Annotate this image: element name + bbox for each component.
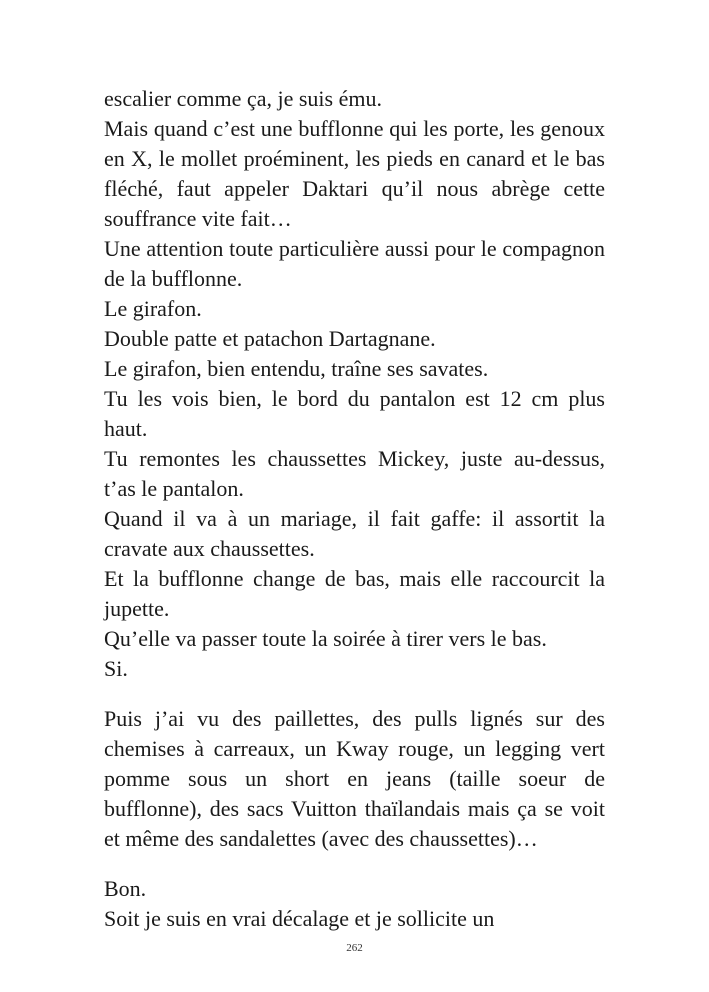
paragraph: Si. <box>104 656 128 681</box>
paragraph: Soit je suis en vrai décalage et je sollicite un <box>104 906 495 931</box>
page-number: 262 <box>346 942 363 954</box>
paragraph-spacer <box>104 854 605 874</box>
paragraph: Puis j’ai vu des paillettes, des pulls lignés sur des chemises à carreaux, un Kway rouge, un legging vert pomme sous un short en jeans (taille soeur de bufflonne), des sacs Vuitton thaïlandais mais ça se voit et même des sandalettes (avec des chaussettes)… <box>104 706 605 851</box>
paragraph: Le girafon, bien entendu, traîne ses savates. <box>104 356 489 381</box>
paragraph: Bon. <box>104 876 147 901</box>
paragraph: Tu les vois bien, le bord du pantalon est 12 cm plus haut. <box>104 386 605 441</box>
paragraph: Tu remontes les chaussettes Mickey, juste au-dessus, t’as le pantalon. <box>104 446 605 501</box>
paragraph: Et la bufflonne change de bas, mais elle raccourcit la jupette. <box>104 566 605 621</box>
paragraph: Une attention toute particulière aussi pour le compagnon de la bufflonne. <box>104 236 605 291</box>
paragraph: Le girafon. <box>104 296 202 321</box>
paragraph: Qu’elle va passer toute la soirée à tirer vers le bas. <box>104 626 547 651</box>
paragraph: escalier comme ça, je suis ému. <box>104 86 382 111</box>
paragraph-spacer <box>104 684 605 704</box>
paragraph: Double patte et patachon Dartagnane. <box>104 326 436 351</box>
paragraph: Mais quand c’est une bufflonne qui les porte, les genoux en X, le mollet proéminent, les pieds en canard et le bas fléché, faut appeler Daktari qu’il nous abrège cette souffrance vite fait… <box>104 116 605 231</box>
paragraph: Quand il va à un mariage, il fait gaffe: il assortit la cravate aux chaussettes. <box>104 506 605 561</box>
page-body <box>104 84 605 934</box>
